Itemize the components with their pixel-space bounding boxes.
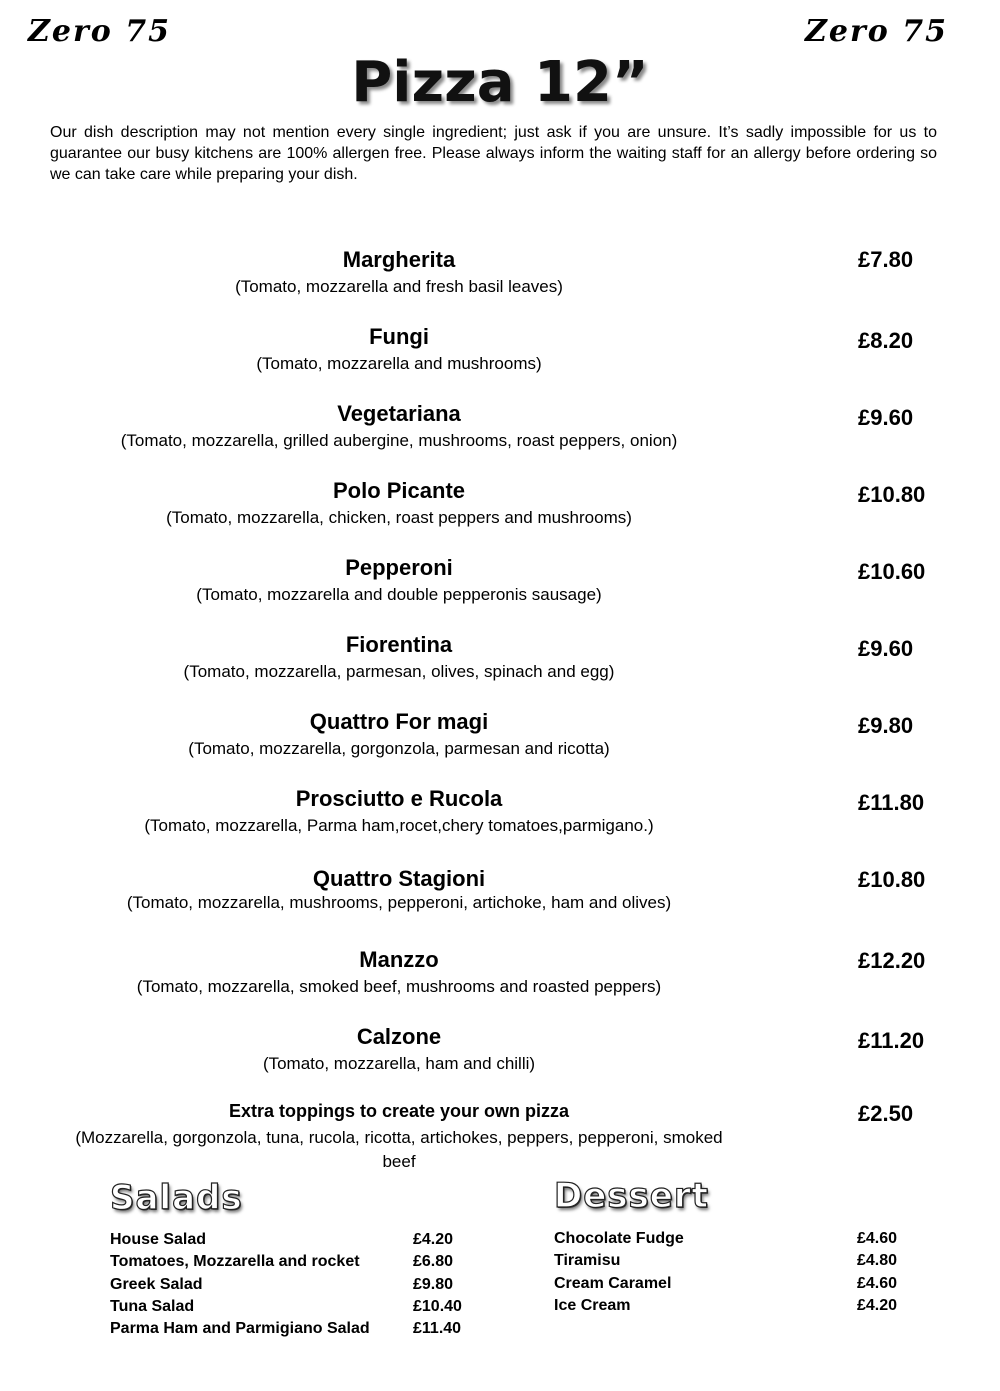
- item-name: Parma Ham and Parmigiano Salad: [110, 1320, 370, 1338]
- item-price: £11.20: [858, 1028, 925, 1053]
- item-description: (Tomato, mozzarella, gorgonzola, parmesan and ricotta): [188, 739, 610, 758]
- allergen-notice: Our dish description may not mention every single ingredient; just ask if you are unsure. It’s sadly impossible for us to guarantee our busy kitchens are 100% allergen free. Please always inform the waiting staff for an allergy before ordering so we can take care while preparing your dish.: [50, 124, 937, 183]
- list-item: [554, 1297, 934, 1319]
- item-price: £8.20: [858, 328, 914, 353]
- list-item: [110, 1298, 490, 1320]
- item-price: £2.50: [858, 1101, 914, 1126]
- item-name: Tomatoes, Mozzarella and rocket: [110, 1253, 360, 1271]
- item-description: (Tomato, mozzarella, Parma ham,rocet,chery tomatoes,parmigano.): [144, 816, 654, 835]
- item-price: £9.80: [413, 1275, 454, 1293]
- item-name: Vegetariana: [337, 401, 461, 426]
- dessert-list: [554, 1230, 934, 1319]
- item-price: £11.80: [858, 790, 925, 815]
- brand-logo-left: Zero 75: [28, 14, 171, 49]
- item-price: £9.60: [858, 636, 914, 661]
- brand-logo-right: Zero 75: [805, 14, 948, 49]
- item-name: Fungi: [369, 324, 429, 349]
- item-name: Manzzo: [359, 947, 439, 972]
- item-description: (Tomato, mozzarella, ham and chilli): [262, 1054, 536, 1073]
- page-title: Pizza 12”: [351, 50, 649, 115]
- item-price: £7.80: [858, 247, 914, 272]
- item-price: £12.20: [858, 948, 926, 973]
- list-item: [554, 1230, 934, 1252]
- item-name: Chocolate Fudge: [554, 1230, 684, 1247]
- item-name: Tuna Salad: [110, 1297, 195, 1315]
- item-name: Cream Caramel: [554, 1274, 672, 1292]
- item-description: (Tomato, mozzarella, smoked beef, mushrooms and roasted peppers): [136, 977, 662, 996]
- item-description: (Tomato, mozzarella, mushrooms, pepperoni, artichoke, ham and olives): [126, 893, 672, 912]
- item-name: House Salad: [110, 1231, 207, 1248]
- item-description: (Tomato, mozzarella and mushrooms): [256, 354, 542, 373]
- item-name: Greek Salad: [110, 1275, 203, 1293]
- item-price: £10.60: [858, 559, 926, 584]
- item-name: Prosciutto e Rucola: [295, 786, 503, 811]
- item-price: £10.80: [858, 867, 926, 892]
- item-description: (Tomato, mozzarella, chicken, roast peppers and mushrooms): [166, 508, 632, 527]
- item-price: £6.80: [413, 1253, 454, 1271]
- item-description: (Tomato, mozzarella and double pepperonis sausage): [196, 585, 602, 604]
- list-item: [110, 1253, 490, 1275]
- list-item: [110, 1231, 490, 1253]
- item-name: Quattro For magi: [309, 709, 489, 734]
- dessert-heading: Dessert: [554, 1176, 709, 1216]
- item-name: Quattro Stagioni: [312, 866, 486, 891]
- item-price: £10.40: [413, 1297, 462, 1315]
- item-description: (Tomato, mozzarella, parmesan, olives, spinach and egg): [183, 662, 615, 681]
- item-name: Ice Cream: [554, 1296, 631, 1314]
- item-name: Margherita: [342, 247, 456, 272]
- item-price: £4.60: [857, 1230, 898, 1247]
- item-name: Extra toppings to create your own pizza: [228, 1101, 570, 1121]
- item-name: Tiramisu: [554, 1252, 621, 1270]
- item-price: £4.20: [413, 1231, 454, 1248]
- item-name: Calzone: [356, 1024, 442, 1049]
- list-item: [110, 1320, 490, 1342]
- item-description: (Tomato, mozzarella and fresh basil leaves): [235, 277, 563, 296]
- item-description: (Tomato, mozzarella, grilled aubergine, mushrooms, roast peppers, onion): [120, 431, 678, 450]
- list-item: [110, 1276, 490, 1298]
- salads-heading: Salads: [110, 1178, 243, 1218]
- salads-list: [110, 1231, 490, 1342]
- item-price: £10.80: [858, 482, 926, 507]
- item-price: £4.60: [857, 1274, 898, 1292]
- list-item: [554, 1275, 934, 1297]
- item-price: £9.80: [858, 713, 914, 738]
- item-price: £11.40: [413, 1320, 462, 1338]
- item-name: Polo Picante: [332, 478, 466, 503]
- item-name: Fiorentina: [345, 632, 453, 657]
- item-description: (Mozzarella, gorgonzola, tuna, rucola, ricotta, artichokes, peppers, pepperoni, smoked beef: [75, 1128, 723, 1171]
- item-name: Pepperoni: [345, 555, 453, 580]
- list-item: [554, 1252, 934, 1274]
- item-price: £4.80: [857, 1252, 898, 1270]
- item-price: £4.20: [857, 1296, 898, 1314]
- item-price: £9.60: [858, 405, 914, 430]
